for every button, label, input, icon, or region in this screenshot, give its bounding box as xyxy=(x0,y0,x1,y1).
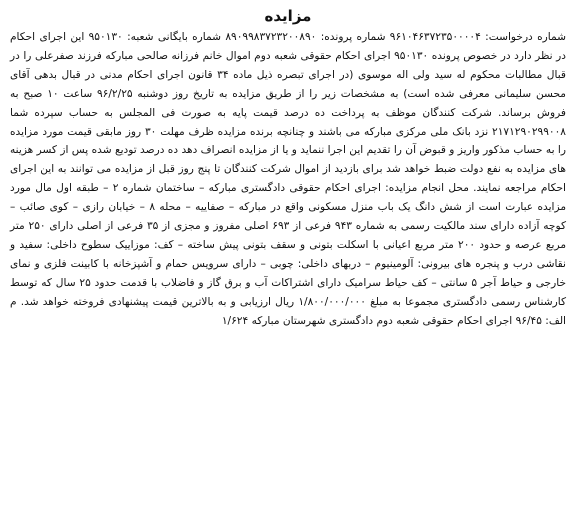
notice-body: شماره درخواست: ۹۶۱۰۴۶۳۷۲۳۵۰۰۰۰۴ شماره پرونده: ۸۹۰۹۹۸۳۷۲۳۲۰۰۸۹۰ شماره بایگانی شعبه: ۹۵۰۱۳۰ این اجرای احکام در نظر دارد در خصوص پرونده ۹۵۰۱۳۰ اجرای احکام حقوقی شعبه دوم اموال خانم فرزانه صالحی مبارکه فرزند صفرعلی را در قبال مطالبات محکوم له سید ولی اله موسوی (در اجرای تبصره ذیل ماده ۳۴ قانون اجرای احکام مدنی در قبال بدهی آقای محسن سلیمانی معرفی شده است) به مشخصات زیر را از طریق مزایده به تاریخ روز دوشنبه ۹۶/۲/۲۵ ساعت ۱۰ صبح به فروش برساند. شرکت کنندگان موظف به پرداخت ده درصد قیمت پایه به صورت فی المجلس به حساب سپرده شما ۲۱۷۱۲۹۰۲۹۹۰۰۸ نزد بانک ملی مرکزی مبارکه می باشند و چنانچه برنده مزایده ظرف مهلت ۳۰ روز مابقی قیمت مورد مزایده را به حساب مذکور واریز و قبوض آن را تقدیم این اجرا ننماید و یا از مزایده انصراف دهد ده درصد تودیع شده پس از کسر هزینه های مزایده به نفع دولت ضبط خواهد شد برای بازدید از اموال شرکت کنندگان تا پنج روز قبل از مزایده می توانند به این اجرای احکام مراجعه نمایند. محل انجام مزایده: اجرای احکام حقوقی دادگستری مبارکه – ساختمان شماره ۲ – طبقه اول مال مورد مزایده عبارت است از شش دانگ یک باب منزل مسکونی واقع در مبارکه – صفاییه – محله ۸ – خیابان رازی – کوی صائب – کوچه آزاده دارای سند مالکیت رسمی به شماره ۹۴۳ فرعی از ۶۹۳ اصلی مفروز و مجزی از ۳۵ فرعی از اصلی دارای ۲۵۰ متر مربع عرصه و حدود ۲۰۰ متر مربع اعیانی با اسکلت بتونی و سقف بتونی پیش ساخته – کف: موزاییک سطوح داخلی: سفید و نقاشی درب و پنجره های بیرونی: آلومینیوم – دربهای داخلی: چوبی – دارای سرویس حمام و آشپزخانه با کابینت فلزی و نمای خارجی و حیاط آجر ۵ سانتی – کف حیاط سرامیک دارای اشتراکات آب و برق گاز و فاضلاب با قدمت حدود ۲۵ سال که توسط کارشناس رسمی دادگستری مجموعا به مبلغ ۱/۸۰۰/۰۰۰/۰۰۰ ریال ارزیابی و به بالاترین قیمت پیشنهادی فروخته خواهد شد. م الف: ۹۶/۴۵ اجرای احکام حقوقی شعبه دوم دادگستری شهرستان مبارکه ۱/۶۲۴ xyxy=(10,31,567,327)
notice-title: مزایده xyxy=(264,7,312,25)
